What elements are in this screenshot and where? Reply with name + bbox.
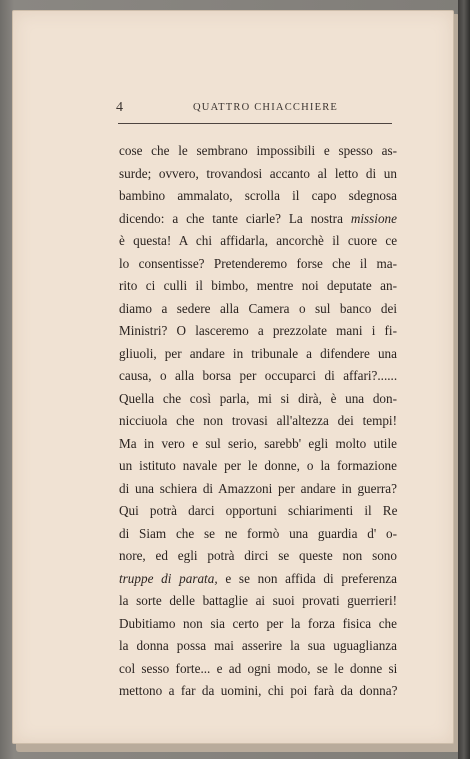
text-line: Ministri? O lasceremo a prezzolate mani i fi- [119, 323, 397, 338]
text-line: cose che le sembrano impossibili e spesso as- [119, 143, 397, 158]
text-line: dicendo: a che tante ciarle? La nostra missione [119, 210, 397, 226]
text-line: la sorte delle battaglie ai suoi provati guerrieri! [119, 593, 397, 608]
text-line: bambino ammalato, scrolla il capo sdegnosa [119, 188, 397, 203]
text-line: causa, o alla borsa per occuparci di affari?...... [119, 368, 398, 383]
page-number: 4 [116, 100, 123, 115]
text-line: Qui potrà darci opportuni schiarimenti il Re [119, 503, 398, 518]
text-line: surde; ovvero, trovandosi accanto al letto di un [119, 165, 397, 181]
book-spine [458, 0, 470, 759]
text-line: Quella che così parla, mi si dirà, è una don- [119, 390, 397, 406]
italic-phrase: truppe di parata, [119, 570, 218, 586]
italic-word: missione [350, 210, 397, 226]
text-line: la donna possa mai asserire la sua uguaglianza [119, 638, 397, 653]
text-line: rito ci culli il bimbo, mentre noi deputate an- [119, 278, 397, 293]
text-line: nicciuola che non trovasi all'altezza dei tempi! [119, 413, 397, 428]
text-line: lo consentisse? Pretenderemo forse che il ma- [119, 255, 397, 271]
body-text [119, 140, 397, 703]
text-line: nore, ed egli potrà dirci se queste non sono [119, 548, 397, 563]
text-line: Ma in vero e sul serio, sarebb' egli molto utile [119, 435, 397, 451]
text-line: di Siam che se ne formò una guardia d' o- [119, 525, 397, 541]
text-line: di una schiera di Amazzoni per andare in guerra? [119, 480, 397, 496]
header-rule [118, 123, 392, 124]
text-line: un istituto navale per le donne, o la formazione [119, 458, 397, 473]
text-line: gliuoli, per andare in tribunale a difendere una [119, 345, 397, 361]
text-line: diamo a sedere alla Camera o sul banco dei [119, 300, 397, 316]
text-line: truppe di parata, e se non affida di preferenza [119, 570, 398, 586]
text-line: è questa! A chi affidarla, ancorchè il cuore ce [119, 233, 398, 248]
text-line: col sesso forte... e ad ogni modo, se le donne si [119, 660, 398, 676]
running-title: QUATTRO CHIACCHIERE [193, 102, 339, 113]
text-line: mettono a far da uomini, chi poi farà da donna? [119, 683, 398, 698]
text-line: Dubitiamo non sia certo per la forza fisica che [119, 615, 397, 631]
